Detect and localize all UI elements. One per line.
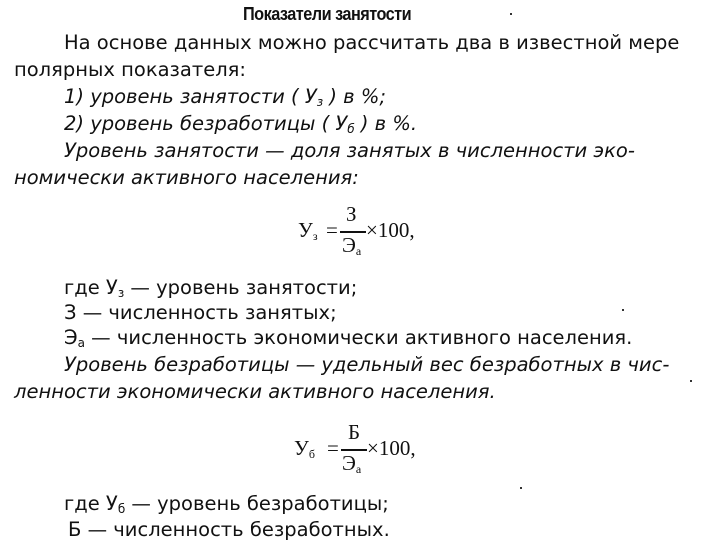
- formula-denominator: $Э_а$: [342, 233, 362, 258]
- formula-numerator: Б: [348, 420, 361, 444]
- scan-speck: [520, 487, 522, 489]
- where-employment-rate: где $У_з$ — уровень занятости;: [64, 276, 358, 300]
- intro-line-1: На основе данных можно рассчитать два в известной мере: [64, 31, 680, 54]
- intro-line-2: полярных показателя:: [14, 58, 246, 81]
- scan-speck: [690, 380, 692, 382]
- definition-employment-line-1: Уровень занятости — доля занятых в численности эко-: [64, 139, 635, 162]
- formula-lhs: $У_з$: [298, 218, 318, 243]
- item-subscript: з: [316, 95, 324, 109]
- page-title: Показатели занятости: [243, 3, 412, 24]
- item-text: 2) уровень безработицы ( У: [64, 112, 348, 135]
- formula-denominator: $Э_а$: [342, 451, 362, 476]
- list-item-employment-rate: [64, 85, 386, 114]
- formula-equals: =: [326, 218, 338, 242]
- formula-equals: =: [327, 436, 339, 460]
- scan-speck: [622, 309, 624, 311]
- where-unemployment-rate: где $У_б$ — уровень безработицы;: [64, 492, 389, 516]
- formula-rhs: ×100,: [367, 436, 416, 460]
- where-unemployed-count: Б — численность безработных.: [68, 518, 390, 541]
- scan-speck: [510, 13, 512, 15]
- where-employed-count: З — численность занятых;: [64, 301, 337, 324]
- formula-numerator: З: [346, 202, 357, 226]
- definition-unemployment-line-1: Уровень безработицы — удельный вес безработных в чис-: [64, 353, 670, 376]
- item-tail: ) в %;: [323, 85, 386, 108]
- item-subscript: б: [347, 122, 355, 136]
- item-text: 1) уровень занятости ( У: [64, 85, 317, 108]
- definition-employment-line-2: номически активного населения:: [14, 166, 359, 189]
- list-item-unemployment-rate: [64, 112, 417, 141]
- definition-unemployment-line-2: ленности экономически активного населения.: [14, 380, 496, 403]
- formula-rhs: ×100,: [366, 218, 415, 242]
- formula-employment-rate: [298, 204, 438, 270]
- where-active-population: $Э_а$ — численность экономически активного населения.: [64, 326, 633, 350]
- item-tail: ) в %.: [354, 112, 418, 135]
- formula-lhs: $У_б$: [294, 436, 315, 461]
- formula-unemployment-rate: [294, 420, 444, 486]
